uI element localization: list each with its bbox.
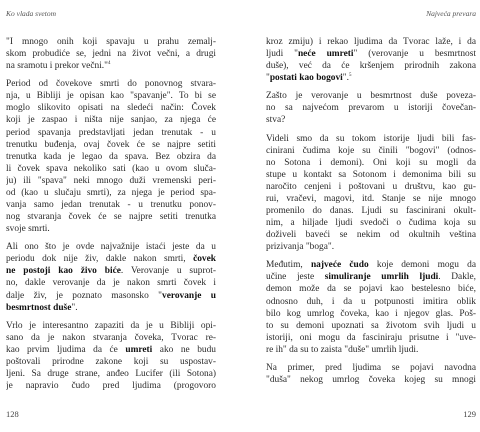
bold-phrase: umreti — [125, 344, 153, 355]
text-line: doživeli baveći se nekim od okultnih veština — [266, 230, 476, 241]
text-line: sano da je nakon stvaranja čoveka, Tvorac re- — [6, 332, 216, 343]
text-line: trenutka kada je legao da spava. Bez obzira da — [6, 151, 216, 162]
bold-phrase: postati kao bogovi — [269, 73, 343, 84]
text-line: stva? — [266, 115, 286, 126]
text-line: Period od čovekove smrti do ponovnog stvara- — [6, 79, 216, 90]
text-line: istoriji, oni mogu da fasciniraju prisutne i "uve- — [266, 332, 476, 343]
text-line — [6, 60, 216, 72]
bold-phrase: čovek — [193, 254, 216, 265]
text-line — [6, 302, 216, 314]
text-line: koji je zaspao i ništa nije sanjao, za njega će — [6, 115, 216, 126]
text-line: rui, vračevi, magovi, itd. Stanje se nije mnogo — [266, 193, 476, 204]
text-line: demon može da se pojavi kao bestelesno biće, — [266, 284, 476, 295]
text-line: je napravio čudo pred ljudima (progovoro — [6, 381, 216, 392]
text-run: ". — [342, 73, 349, 84]
text-line: skom probudiće se, jedni na život večni, a drugi — [6, 49, 216, 60]
text-line: ljeni. Sa druge strane, anđeo Lucifer (ili Sotona) — [6, 369, 216, 380]
text-line: "I mnogo onih koji spavaju u prahu zemalj- — [6, 37, 216, 47]
right-page — [266, 0, 476, 432]
text-line: no sa najvećom prevarom u istoriji čovečan- — [266, 103, 476, 114]
text-line: Vrlo je interesantno zapaziti da je u Bibliji opi- — [6, 320, 216, 331]
text-run: koje demoni mogu da — [368, 260, 476, 271]
text-run: periodu dok nije živ, dakle nakon smrti, — [6, 254, 194, 265]
text-line: ju) ili "spava" neki mnogo duži vremenski peri- — [6, 175, 216, 186]
text-line: od (kao u slučaju smrti), za njega je period spa- — [6, 187, 216, 198]
text-line — [6, 253, 216, 265]
paragraph — [266, 133, 476, 254]
text-line: moglo slikovito opisati na sledeći način: Čovek — [6, 103, 216, 114]
text-line: poštovali prirodne zakone koji su uspostav- — [6, 356, 216, 367]
text-line: stupe u kontakt sa Sotonom i demonima bili su — [266, 169, 476, 180]
text-line — [266, 271, 476, 283]
text-line: nim, a hiljade ljudi svedoči o čudima koja su — [266, 218, 476, 229]
text-line: period spavanja predstavljati jedan trenutak - u — [6, 127, 216, 138]
text-line — [6, 290, 216, 302]
text-line: to su demoni upoznati sa životom svih ljudi u — [266, 320, 476, 331]
text-run: ". — [71, 302, 78, 313]
bold-phrase: verovanje u — [162, 290, 216, 301]
right-page-body — [266, 36, 476, 392]
text-line: nog stvaranja čovek će se najpre setiti trenutka — [6, 212, 216, 223]
text-line: Ali ono što je ovde najvažnije istaći jeste da u — [6, 242, 216, 253]
paragraph — [266, 90, 476, 126]
text-line — [266, 72, 476, 84]
text-line — [6, 344, 216, 356]
bold-phrase: besmrtnost duše — [6, 302, 72, 313]
text-line: nja, u Bibliji je opisan kao "spavanje". To bi se — [6, 91, 216, 102]
text-line-content: na sramotu i prekor večni." — [6, 61, 108, 72]
text-line: prizivanja "boga". — [266, 242, 335, 253]
text-line: li čovek spava nekoliko sati (kao u ovom sluča- — [6, 163, 216, 174]
text-run: " (verovanje u besmrtnost — [353, 49, 476, 60]
running-header-left: Ko vlada svetom — [6, 9, 56, 18]
text-line: re ih" da su to zaista "duše" umrlih ljudi. — [266, 344, 419, 355]
paragraph — [6, 320, 216, 392]
text-line: Na primer, pred ljudima se pojavi navodna — [266, 362, 476, 373]
bold-phrase: neće umreti — [297, 49, 354, 60]
left-page — [6, 0, 216, 432]
footnote-marker: 4 — [107, 61, 111, 67]
running-header-right: Najveća prevara — [426, 9, 476, 18]
text-line: naročito cenjeni i poštovani u društvu, kao gu- — [266, 181, 476, 192]
text-line: no, dakle verovanje da je nakon smrti čovek i — [6, 278, 216, 289]
left-page-body — [6, 36, 216, 398]
text-run: kao prvim ljudima da će — [6, 344, 126, 355]
paragraph — [266, 259, 476, 356]
text-line: svoje smrti. — [6, 224, 50, 235]
text-line: duše), već da će kršenjem prirodnih zakona — [266, 61, 476, 72]
text-line: kroz zmiju) i rekao ljudima da Tvorac laže, i da — [266, 37, 476, 47]
paragraph — [266, 36, 476, 84]
text-run: . Dakle, — [438, 272, 476, 283]
text-line: bilo kog umrlog čoveka, kao i njegov glas. Poš- — [266, 308, 476, 319]
text-run: dalje živ, je poznato masonsko " — [6, 290, 162, 301]
text-line: odnosno duh, i da u potpunosti imitira oblik — [266, 296, 476, 307]
text-run: " — [266, 73, 270, 84]
text-line: cinirani čudima koje su činili "bogovi" (odnos- — [266, 145, 476, 156]
text-line — [266, 48, 476, 60]
text-run: ljudi " — [266, 49, 298, 60]
page-number-right: 129 — [463, 409, 476, 419]
bold-phrase: simuliranje umrlih ljudi — [324, 272, 439, 283]
text-line: no Sotona i demoni). Oni koji su mogli da — [266, 157, 476, 168]
paragraph — [266, 362, 476, 386]
text-run: Međutim, — [266, 260, 311, 271]
bold-phrase: najveće čudo — [310, 260, 369, 271]
paragraph — [6, 78, 216, 235]
text-line — [266, 259, 476, 271]
text-run: ako ne budu — [152, 344, 216, 355]
text-line: "duša" nekog umrlog čoveka kojeg su mnogi — [266, 375, 476, 386]
paragraph — [6, 241, 216, 313]
text-line: promenilo do danas. Ljudi su fascinirani okult- — [266, 206, 476, 217]
bold-phrase: ne postoji kao živo biće — [6, 266, 121, 277]
text-line: vanja samo jedan trenutak - u trenutku ponov- — [6, 200, 216, 211]
text-line: Videli smo da su tokom istorije ljudi bili fas- — [266, 133, 476, 144]
text-line — [6, 265, 216, 277]
text-run: učine jeste — [266, 272, 325, 283]
text-line: trenutku buđenja, ovaj čovek će se najpre setiti — [6, 139, 216, 150]
text-run: . Verovanje u suprot- — [120, 266, 216, 277]
paragraph — [6, 36, 216, 72]
text-line: Zašto je verovanje u besmrtnost duše poveza- — [266, 91, 476, 102]
footnote-marker: 5 — [348, 73, 352, 79]
page-number-left: 128 — [6, 409, 19, 419]
